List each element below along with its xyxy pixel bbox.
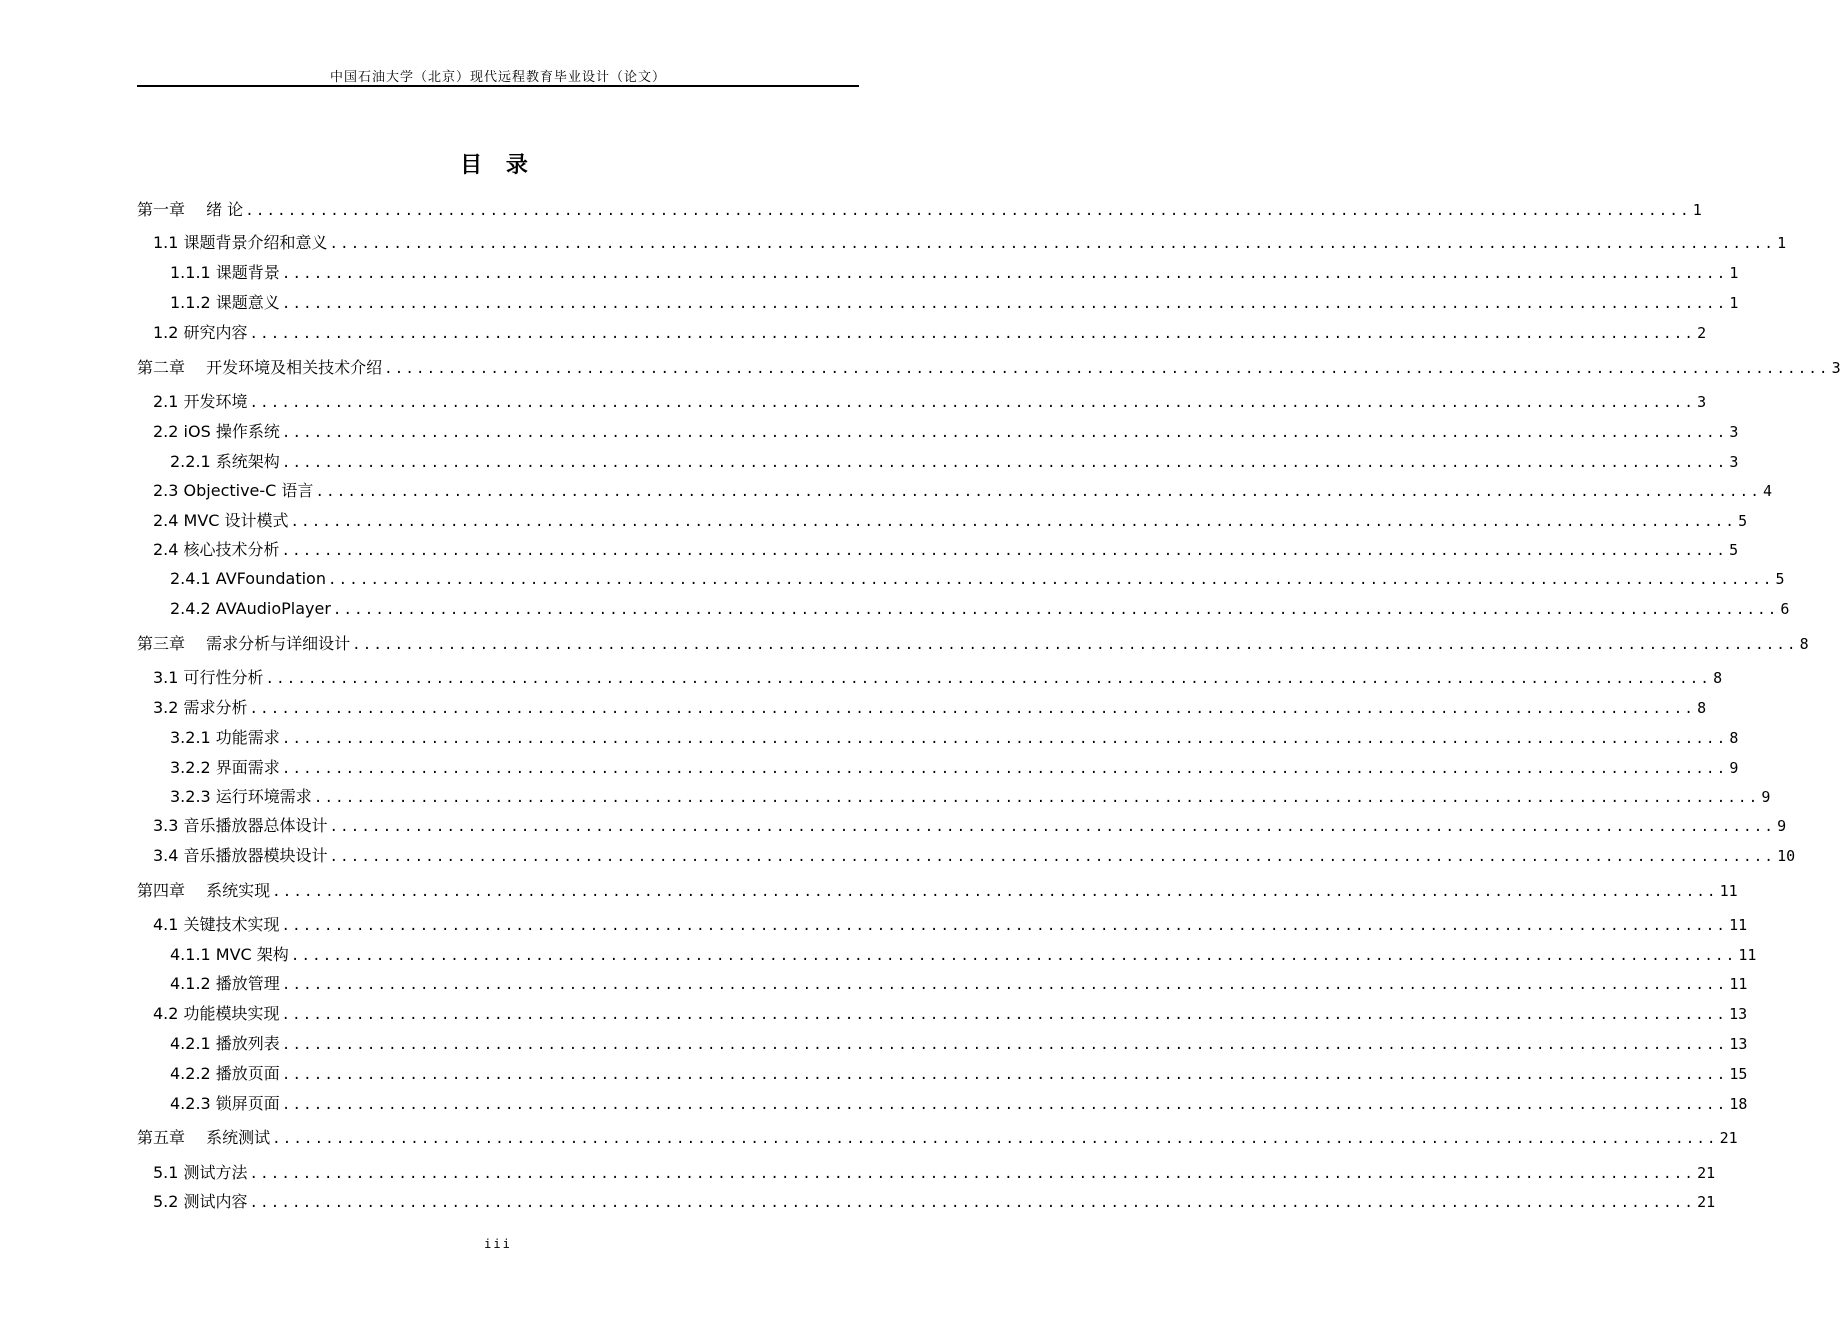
toc-entry-4-2-1[interactable]	[170, 1032, 1748, 1056]
toc-entry-label: 4.2.2 播放页面	[170, 1064, 280, 1083]
toc-entry-label: 1.1.2 课题意义	[170, 293, 280, 312]
toc-dot-leader: ........................................................................................................................................	[327, 572, 1774, 588]
toc-entry-page: 5	[1775, 570, 1785, 588]
toc-entry-page: 21	[1697, 1193, 1716, 1211]
toc-dot-leader: ........................................................................................................................................	[281, 731, 1728, 747]
toc-entry-chapter-1[interactable]	[137, 198, 1702, 222]
toc-dot-leader: ........................................................................................................................................	[290, 514, 1737, 530]
toc-entry-2-4-mvc[interactable]	[153, 509, 1748, 533]
toc-entry-4-1[interactable]	[153, 913, 1748, 937]
toc-dot-leader: ........................................................................................................................................	[313, 790, 1760, 806]
toc-entry-page: 3	[1729, 423, 1739, 441]
toc-entry-page: 2	[1697, 324, 1707, 342]
toc-entry-3-4[interactable]	[153, 844, 1796, 868]
toc-entry-3-2-3[interactable]	[170, 785, 1771, 809]
toc-entry-label: 2.4 MVC 设计模式	[153, 511, 289, 530]
toc-entry-5-2[interactable]	[153, 1190, 1716, 1214]
toc-entry-2-4-core[interactable]	[153, 538, 1739, 562]
toc-entry-3-2[interactable]	[153, 696, 1707, 720]
toc-entry-1-1[interactable]	[153, 231, 1787, 255]
toc-entry-page: 3	[1697, 393, 1707, 411]
toc-dot-leader: ........................................................................................................................................	[281, 296, 1728, 312]
toc-entry-label: 3.2.2 界面需求	[170, 758, 280, 777]
toc-dot-leader: ........................................................................................................................................	[281, 1097, 1728, 1113]
toc-entry-label: 2.2.1 系统架构	[170, 452, 280, 471]
toc-entry-page: 21	[1697, 1164, 1716, 1182]
toc-dot-leader: ........................................................................................................................................	[281, 761, 1728, 777]
toc-entry-page: 21	[1719, 1129, 1738, 1147]
toc-entry-4-2-3[interactable]	[170, 1092, 1748, 1116]
toc-dot-leader: ........................................................................................................................................	[245, 203, 1691, 219]
toc-entry-label: 3.2.3 运行环境需求	[170, 787, 312, 806]
toc-dot-leader: ........................................................................................................................................	[249, 395, 1696, 411]
toc-entry-page: 9	[1761, 788, 1771, 806]
toc-entry-3-2-1[interactable]	[170, 726, 1739, 750]
toc-entry-label: 4.1 关键技术实现	[153, 915, 280, 934]
toc-entry-label: 2.1 开发环境	[153, 392, 248, 411]
toc-entry-label: 3.2 需求分析	[153, 698, 248, 717]
toc-entry-label: 5.2 测试内容	[153, 1192, 248, 1211]
toc-dot-leader: ........................................................................................................................................	[249, 701, 1696, 717]
toc-dot-leader: ........................................................................................................................................	[272, 1131, 1718, 1147]
toc-entry-page: 11	[1729, 975, 1748, 993]
toc-entry-label: 3.2.1 功能需求	[170, 728, 280, 747]
toc-entry-page: 18	[1729, 1095, 1748, 1113]
toc-entry-1-2[interactable]	[153, 321, 1707, 345]
toc-entry-label: 1.1.1 课题背景	[170, 263, 280, 282]
toc-dot-leader: ........................................................................................................................................	[281, 918, 1728, 934]
toc-entry-page: 8	[1799, 635, 1809, 653]
toc-entry-page: 9	[1729, 759, 1739, 777]
toc-dot-leader: ........................................................................................................................................	[249, 1195, 1696, 1211]
toc-dot-leader: ........................................................................................................................................	[281, 1037, 1728, 1053]
toc-dot-leader: ........................................................................................................................................	[290, 948, 1737, 964]
toc-entry-page: 8	[1713, 669, 1723, 687]
toc-entry-label: 3.1 可行性分析	[153, 668, 264, 687]
toc-dot-leader: ........................................................................................................................................	[384, 361, 1830, 377]
toc-entry-page: 11	[1738, 946, 1757, 964]
toc-entry-2-3[interactable]	[153, 479, 1772, 503]
toc-entry-page: 13	[1729, 1005, 1748, 1023]
toc-dot-leader: ........................................................................................................................................	[281, 455, 1728, 471]
toc-dot-leader: ........................................................................................................................................	[281, 425, 1728, 441]
toc-dot-leader: ........................................................................................................................................	[352, 637, 1798, 653]
toc-entry-4-1-1[interactable]	[170, 943, 1757, 967]
toc-entry-page: 6	[1780, 600, 1790, 618]
toc-dot-leader: ........................................................................................................................................	[329, 819, 1776, 835]
toc-entry-label: 3.3 音乐播放器总体设计	[153, 816, 328, 835]
toc-entry-label: 4.1.2 播放管理	[170, 974, 280, 993]
toc-entry-1-1-2[interactable]	[170, 291, 1739, 315]
toc-entry-2-2[interactable]	[153, 420, 1739, 444]
toc-entry-label: 第四章 系统实现	[137, 881, 271, 900]
running-header: 中国石油大学（北京）现代远程教育毕业设计（论文）	[329, 70, 666, 85]
toc-dot-leader: ........................................................................................................................................	[281, 1007, 1728, 1023]
toc-entry-label: 4.1.1 MVC 架构	[170, 945, 289, 964]
toc-dot-leader: ........................................................................................................................................	[272, 884, 1718, 900]
toc-entry-label: 4.2 功能模块实现	[153, 1004, 280, 1023]
toc-entry-label: 第一章 绪 论	[137, 200, 244, 219]
toc-entry-page: 9	[1777, 817, 1787, 835]
toc-dot-leader: ........................................................................................................................................	[249, 326, 1696, 342]
toc-entry-label: 5.1 测试方法	[153, 1163, 248, 1182]
toc-entry-1-1-1[interactable]	[170, 261, 1739, 285]
toc-dot-leader: ........................................................................................................................................	[281, 543, 1728, 559]
toc-entry-4-2[interactable]	[153, 1002, 1748, 1026]
toc-entry-label: 1.1 课题背景介绍和意义	[153, 233, 328, 252]
toc-entry-label: 第三章 需求分析与详细设计	[137, 634, 351, 653]
toc-entry-label: 3.4 音乐播放器模块设计	[153, 846, 328, 865]
toc-entry-chapter-5[interactable]	[137, 1126, 1738, 1150]
toc-entry-page: 5	[1738, 512, 1748, 530]
toc-entry-label: 2.2 iOS 操作系统	[153, 422, 280, 441]
toc-entry-page: 1	[1692, 201, 1702, 219]
toc-entry-label: 2.4 核心技术分析	[153, 540, 280, 559]
toc-entry-page: 11	[1729, 916, 1748, 934]
toc-dot-leader: ........................................................................................................................................	[281, 977, 1728, 993]
toc-entry-label: 4.2.3 锁屏页面	[170, 1094, 280, 1113]
toc-entry-label: 2.3 Objective-C 语言	[153, 481, 314, 500]
toc-entry-4-2-2[interactable]	[170, 1062, 1748, 1086]
toc-entry-page: 4	[1762, 482, 1772, 500]
toc-entry-page: 3	[1831, 359, 1841, 377]
toc-entry-3-1[interactable]	[153, 666, 1723, 690]
toc-entry-chapter-2[interactable]	[137, 356, 1841, 380]
toc-entry-page: 11	[1719, 882, 1738, 900]
toc-dot-leader: ........................................................................................................................................	[249, 1166, 1696, 1182]
toc-dot-leader: ........................................................................................................................................	[281, 266, 1728, 282]
toc-entry-2-1[interactable]	[153, 390, 1707, 414]
toc-entry-page: 13	[1729, 1035, 1748, 1053]
toc-entry-3-3[interactable]	[153, 814, 1787, 838]
toc-dot-leader: ........................................................................................................................................	[265, 671, 1712, 687]
toc-entry-chapter-3[interactable]	[137, 632, 1809, 656]
toc-entry-2-4-1[interactable]	[170, 567, 1785, 591]
footer-page-number: iii	[484, 1237, 512, 1251]
toc-dot-leader: ........................................................................................................................................	[281, 1067, 1728, 1083]
toc-entry-3-2-2[interactable]	[170, 756, 1739, 780]
toc-entry-page: 5	[1729, 541, 1739, 559]
toc-entry-page: 8	[1729, 729, 1739, 747]
toc-entry-2-4-2[interactable]	[170, 597, 1790, 621]
toc-dot-leader: ........................................................................................................................................	[315, 484, 1761, 500]
toc-entry-page: 3	[1729, 453, 1739, 471]
toc-entry-label: 2.4.1 AVFoundation	[170, 569, 326, 588]
toc-entry-4-1-2[interactable]	[170, 972, 1748, 996]
toc-dot-leader: ........................................................................................................................................	[329, 849, 1776, 865]
toc-entry-label: 第五章 系统测试	[137, 1128, 271, 1147]
toc-entry-page: 1	[1729, 264, 1739, 282]
toc-dot-leader: ........................................................................................................................................	[332, 602, 1779, 618]
toc-entry-page: 10	[1777, 847, 1796, 865]
toc-entry-5-1[interactable]	[153, 1161, 1716, 1185]
toc-entry-label: 第二章 开发环境及相关技术介绍	[137, 358, 383, 377]
toc-entry-label: 2.4.2 AVAudioPlayer	[170, 599, 331, 618]
toc-entry-2-2-1[interactable]	[170, 450, 1739, 474]
toc-entry-label: 1.2 研究内容	[153, 323, 248, 342]
toc-entry-label: 4.2.1 播放列表	[170, 1034, 280, 1053]
header-divider	[137, 85, 859, 87]
toc-entry-page: 1	[1777, 234, 1787, 252]
toc-entry-page: 15	[1729, 1065, 1748, 1083]
toc-title: 目 录	[460, 153, 536, 178]
toc-entry-chapter-4[interactable]	[137, 879, 1738, 903]
toc-entry-page: 8	[1697, 699, 1707, 717]
toc-dot-leader: ........................................................................................................................................	[329, 236, 1776, 252]
toc-entry-page: 1	[1729, 294, 1739, 312]
